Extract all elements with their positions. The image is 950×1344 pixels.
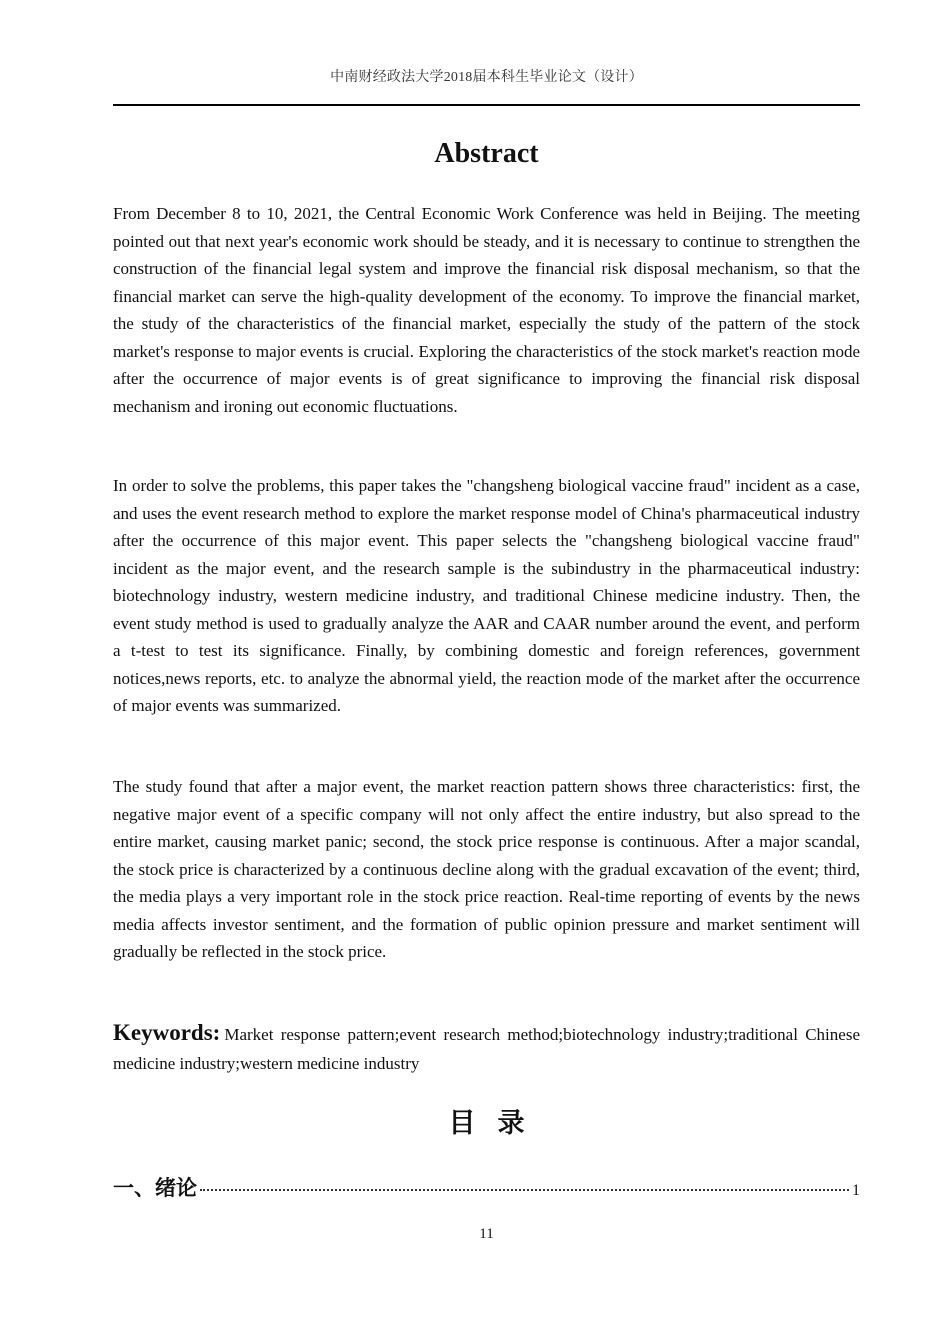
- keywords: [113, 1018, 860, 1078]
- toc-entry-introduction[interactable]: [113, 1172, 860, 1204]
- toc-entry-page: 1: [852, 1182, 860, 1199]
- toc-title: 目录: [448, 1108, 547, 1139]
- abstract-paragraph-2: In order to solve the problems, this paper takes the "changsheng biological vaccine fraud" incident as a case, and uses the event research method to explore the market response model of China's pharmaceutical industry after the occurrence of this major event. This paper selects the "changsheng biological vaccine fraud" incident as the major event, and the research sample is the subindustry in the pharmaceutical industry: biotechnology industry, western medicine industry, and traditional Chinese medicine industry. Then, the event study method is used to gradually analyze the AAR and CAAR number around the event, and perform a t-test to test its significance. Finally, by combining domestic and foreign references, government notices,news reports, etc. to analyze the abnormal yield, the reaction mode of the market after the occurrence of major events was summarized.: [113, 476, 860, 715]
- header-rule: [113, 104, 860, 106]
- toc-entry-label: 一、绪论: [113, 1176, 197, 1200]
- page-header: 中南财经政法大学2018届本科生毕业论文（设计）: [330, 70, 643, 85]
- abstract-paragraph-1: From December 8 to 10, 2021, the Central Economic Work Conference was held in Beijing. The meeting pointed out that next year's economic work should be steady, and it is necessary to continue to strengthen the construction of the financial legal system and improve the financial risk disposal mechanism, so that the financial market can serve the high-quality development of the economy. To improve the financial market, the study of the characteristics of the financial market, especially the study of the pattern of the stock market's response to major events is crucial. Exploring the characteristics of the stock market's reaction mode after the occurrence of major events is of great significance to improving the financial risk disposal mechanism and ironing out economic fluctuations.: [113, 204, 860, 416]
- page-number: 11: [479, 1226, 494, 1242]
- keywords-text: Market response pattern;event research method;biotechnology industry;traditional Chinese medicine industry;western medicine industry: [113, 1025, 860, 1073]
- keywords-label: Keywords:: [113, 1020, 221, 1045]
- toc-leader-dots: [200, 1189, 849, 1191]
- abstract-paragraph-3: The study found that after a major event, the market reaction pattern shows three characteristics: first, the negative major event of a specific company will not only affect the entire industry, but also spread to the entire market, causing market panic; second, the stock price response is continuous. After a major scandal, the stock price is characterized by a continuous decline along with the gradual excavation of the event; third, the media plays a very important role in the stock price reaction. Real-time reporting of events by the news media affects investor sentiment, and the formation of public opinion pressure and market sentiment will gradually be reflected in the stock price.: [113, 777, 860, 961]
- abstract-title: Abstract: [434, 138, 539, 169]
